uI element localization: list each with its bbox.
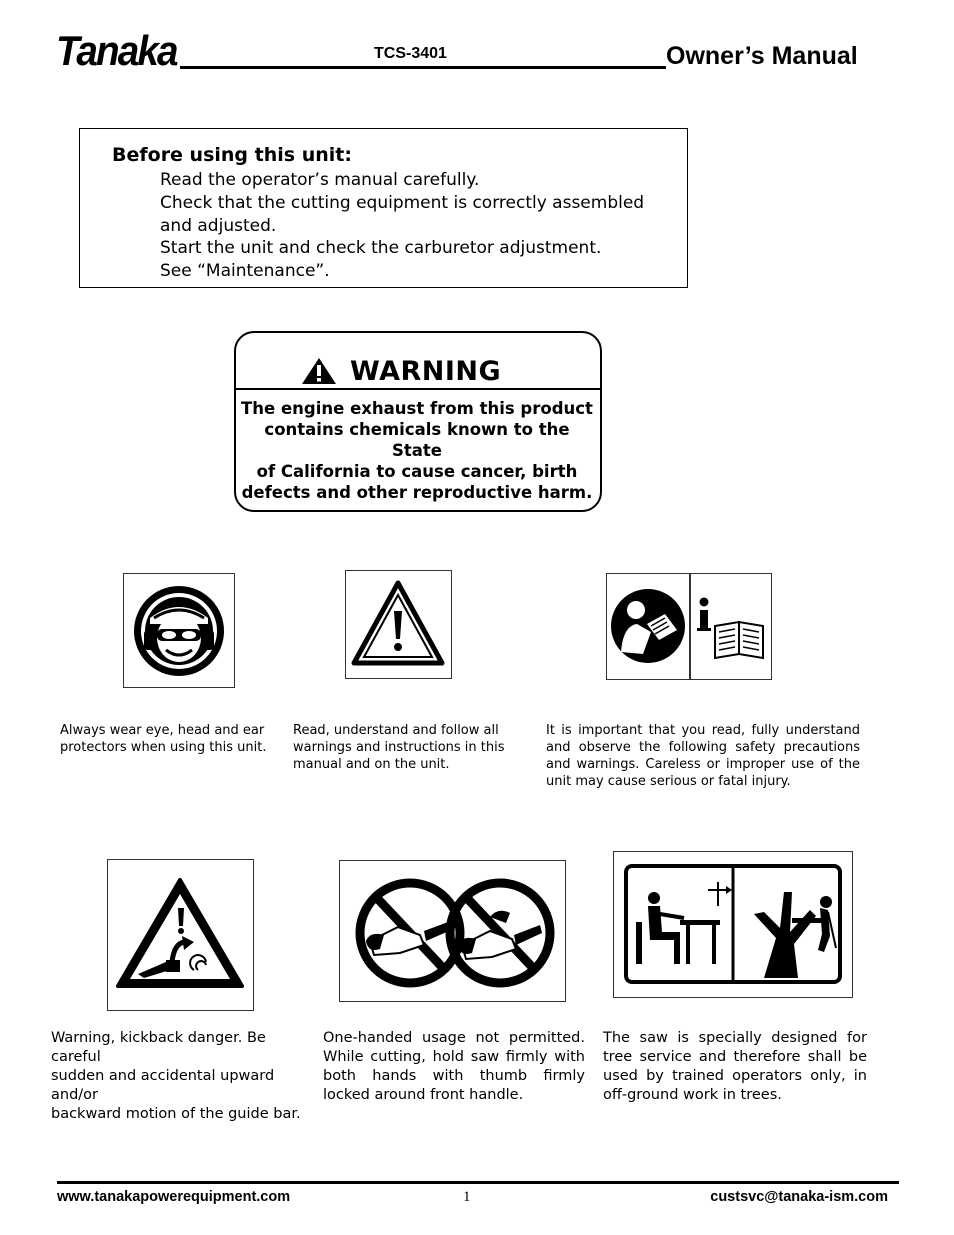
warning-text xyxy=(238,398,596,503)
tree-service-symbol xyxy=(613,851,853,998)
footer-website: www.tanakapowerequipment.com xyxy=(57,1189,291,1205)
caption-line: protectors when using this unit. xyxy=(60,740,267,755)
model-number: TCS-3401 xyxy=(374,45,447,62)
warning-line: contains chemicals known to the State xyxy=(264,420,570,460)
before-using-instructions xyxy=(160,169,644,283)
page-number: 1 xyxy=(463,1189,471,1205)
read-manual-symbol xyxy=(606,573,690,680)
one-handed-prohibited-symbol xyxy=(339,860,566,1002)
head-protection-icon xyxy=(124,574,234,687)
instruction-line: Read the operator’s manual carefully. xyxy=(160,170,480,190)
caption-line: manual and on the unit. xyxy=(293,757,450,772)
before-using-title: Before using this unit: xyxy=(112,144,352,166)
header-rule xyxy=(180,66,666,69)
info-book-symbol xyxy=(690,573,772,680)
no-one-handed-icon xyxy=(340,861,565,1001)
brand-logo: Tanaka xyxy=(56,27,177,74)
instruction-line: Start the unit and check the carburetor adjustment. xyxy=(160,238,602,259)
tree-service-icon xyxy=(614,852,852,997)
caption-line: Always wear eye, head and ear xyxy=(60,723,265,738)
info-book-icon xyxy=(691,574,771,679)
caption-line: warnings and instructions in this xyxy=(293,740,505,755)
protection-caption xyxy=(60,722,270,756)
caption-line: Read, understand and follow all xyxy=(293,723,499,738)
kickback-warning-icon xyxy=(108,860,253,1010)
caption-line: Warning, kickback danger. Be careful xyxy=(51,1030,266,1065)
kickback-symbol xyxy=(107,859,254,1011)
caption-line: backward motion of the guide bar. xyxy=(51,1106,301,1122)
general-warning-symbol xyxy=(345,570,452,679)
warning-title: WARNING xyxy=(350,356,502,387)
warning-divider xyxy=(236,388,600,390)
footer-email: custsvc@tanaka-ism.com xyxy=(710,1189,888,1205)
read-manual-icon xyxy=(607,574,689,679)
footer-rule xyxy=(57,1181,899,1184)
warning-line: The engine exhaust from this product xyxy=(241,399,593,418)
one-handed-caption: One-handed usage not permitted. While cutting, hold saw firmly with both hands with thumb firmly locked around front handle. xyxy=(323,1030,585,1103)
warning-line: defects and other reproductive harm. xyxy=(241,483,593,502)
warning-general-caption xyxy=(293,722,513,773)
tree-service-caption: The saw is specially designed for tree service and therefore shall be used by trained operators only, in off-ground work in trees. xyxy=(603,1030,867,1103)
caption-line: sudden and accidental upward and/or xyxy=(51,1068,275,1103)
document-title: Owner’s Manual xyxy=(666,42,858,70)
warning-triangle-icon xyxy=(346,571,451,678)
instruction-line: See “Maintenance”. xyxy=(160,261,330,282)
warning-line: of California to cause cancer, birth xyxy=(256,462,578,481)
read-manual-caption: It is important that you read, fully understand and observe the following safety precautions and warnings. Careless or improper use of the unit may cause serious or fatal injury. xyxy=(546,723,860,789)
instruction-line: Check that the cutting equipment is correctly assembled xyxy=(160,192,645,213)
instruction-line: and adjusted. xyxy=(160,215,277,236)
warning-triangle-icon xyxy=(301,357,337,385)
head-protection-symbol xyxy=(123,573,235,688)
kickback-caption xyxy=(51,1029,313,1124)
